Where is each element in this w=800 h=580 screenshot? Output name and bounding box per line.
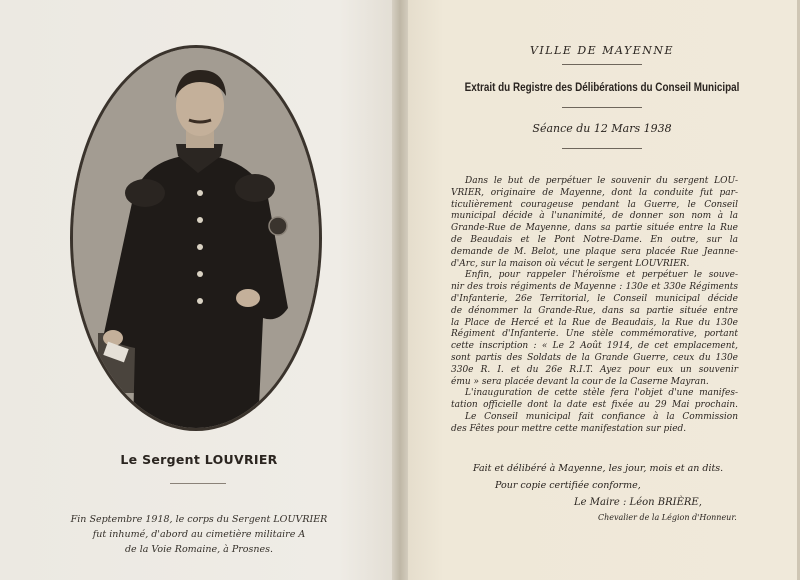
text-line: Le Conseil municipal fait confiance à la Commission (465, 411, 738, 422)
done-line: Fait et délibéré à Mayenne, les jour, mois et an dits. (473, 463, 724, 474)
soldier-photo-illustration (73, 48, 319, 428)
text-line: des Fêtes pour mettre cette manifestation sur pied. (451, 423, 687, 434)
caption-divider (170, 483, 226, 484)
text-line: Régiment d'Infanterie. Une stèle commémorative, portant (451, 329, 738, 340)
text-line: sont partis des Soldats de la Grande Guerre, ceux du 130e (451, 352, 738, 363)
mayor-title: Chevalier de la Légion d'Honneur. (598, 513, 737, 522)
certified-copy-line: Pour copie certifiée conforme, (495, 480, 641, 491)
text-line: de dénommer la Grande-Rue, dans sa partie située entre (451, 305, 738, 316)
text-line: Enfin, pour rappeler l'héroïsme et perpétuer le souve- (465, 270, 738, 281)
text-line: d'Infanterie, 26e Territorial, le Conseil municipal décide (451, 293, 738, 304)
text-line: cette inscription : « Le 2 Août 1914, de cet emplacement, (451, 341, 738, 352)
extract-title: Extrait du Registre des Délibérations du Conseil Municipal (464, 82, 740, 94)
mayor-signature: Le Maire : Léon BRIÈRE, (574, 497, 702, 508)
portrait-caption: Le Sergent LOUVRIER (120, 452, 278, 467)
text-line: ému » sera placée devant la cour de la Caserne Mayran. (451, 376, 709, 387)
text-line: municipal décide à l'unanimité, de donner son nom à la (451, 211, 738, 222)
portrait-frame (70, 45, 322, 431)
text-line: demande de M. Belot, une plaque sera placée Rue Jeanne- (451, 246, 738, 257)
burial-note (40, 512, 358, 557)
text-line: d'Arc, sur la maison où vécut le sergent LOUVRIER. (451, 258, 690, 269)
note-line: de la Voie Romaine, à Prosnes. (124, 544, 274, 555)
heading-divider (562, 64, 642, 65)
note-line: fut inhumé, d'abord au cimetière militaire A (92, 529, 306, 540)
soldier-portrait (73, 48, 319, 428)
note-line: Fin Septembre 1918, le corps du Sergent LOUVRIER (70, 514, 328, 525)
text-line: 330e R. I. et du 26e R.I.T. Ayez pour eux un souvenir (451, 364, 738, 375)
closing-block (451, 460, 738, 494)
session-date: Séance du 12 Mars 1938 (532, 122, 672, 135)
text-line: VRIER, originaire de Mayenne, dont la conduite fut par- (451, 187, 738, 198)
text-line: Dans le but de perpétuer le souvenir du sergent LOU- (465, 176, 738, 186)
text-line: Grande-Rue de Mayenne, dans sa partie située entre la Rue (451, 223, 738, 234)
text-line: L'inauguration de cette stèle fera l'objet d'une manifes- (465, 388, 738, 399)
title-divider (562, 107, 642, 108)
text-line: tation officielle dont la date est fixée au 29 Mai prochain. (451, 400, 738, 411)
town-heading: VILLE DE MAYENNE (529, 44, 675, 57)
text-line: nir des trois régiments de Mayenne : 130e et 330e Régiments (451, 282, 738, 293)
session-divider (562, 148, 642, 149)
text-line: ticulièrement courageuse pendant la Guerre, le Conseil (451, 199, 738, 210)
book-gutter (392, 0, 408, 580)
text-line: de Beaudais et le Pont Notre-Dame. En outre, sur la (451, 234, 738, 245)
text-line: la Place de Hercé et la Rue de Beaudais, la Rue du 130e (451, 317, 738, 328)
deliberation-text (451, 176, 738, 436)
